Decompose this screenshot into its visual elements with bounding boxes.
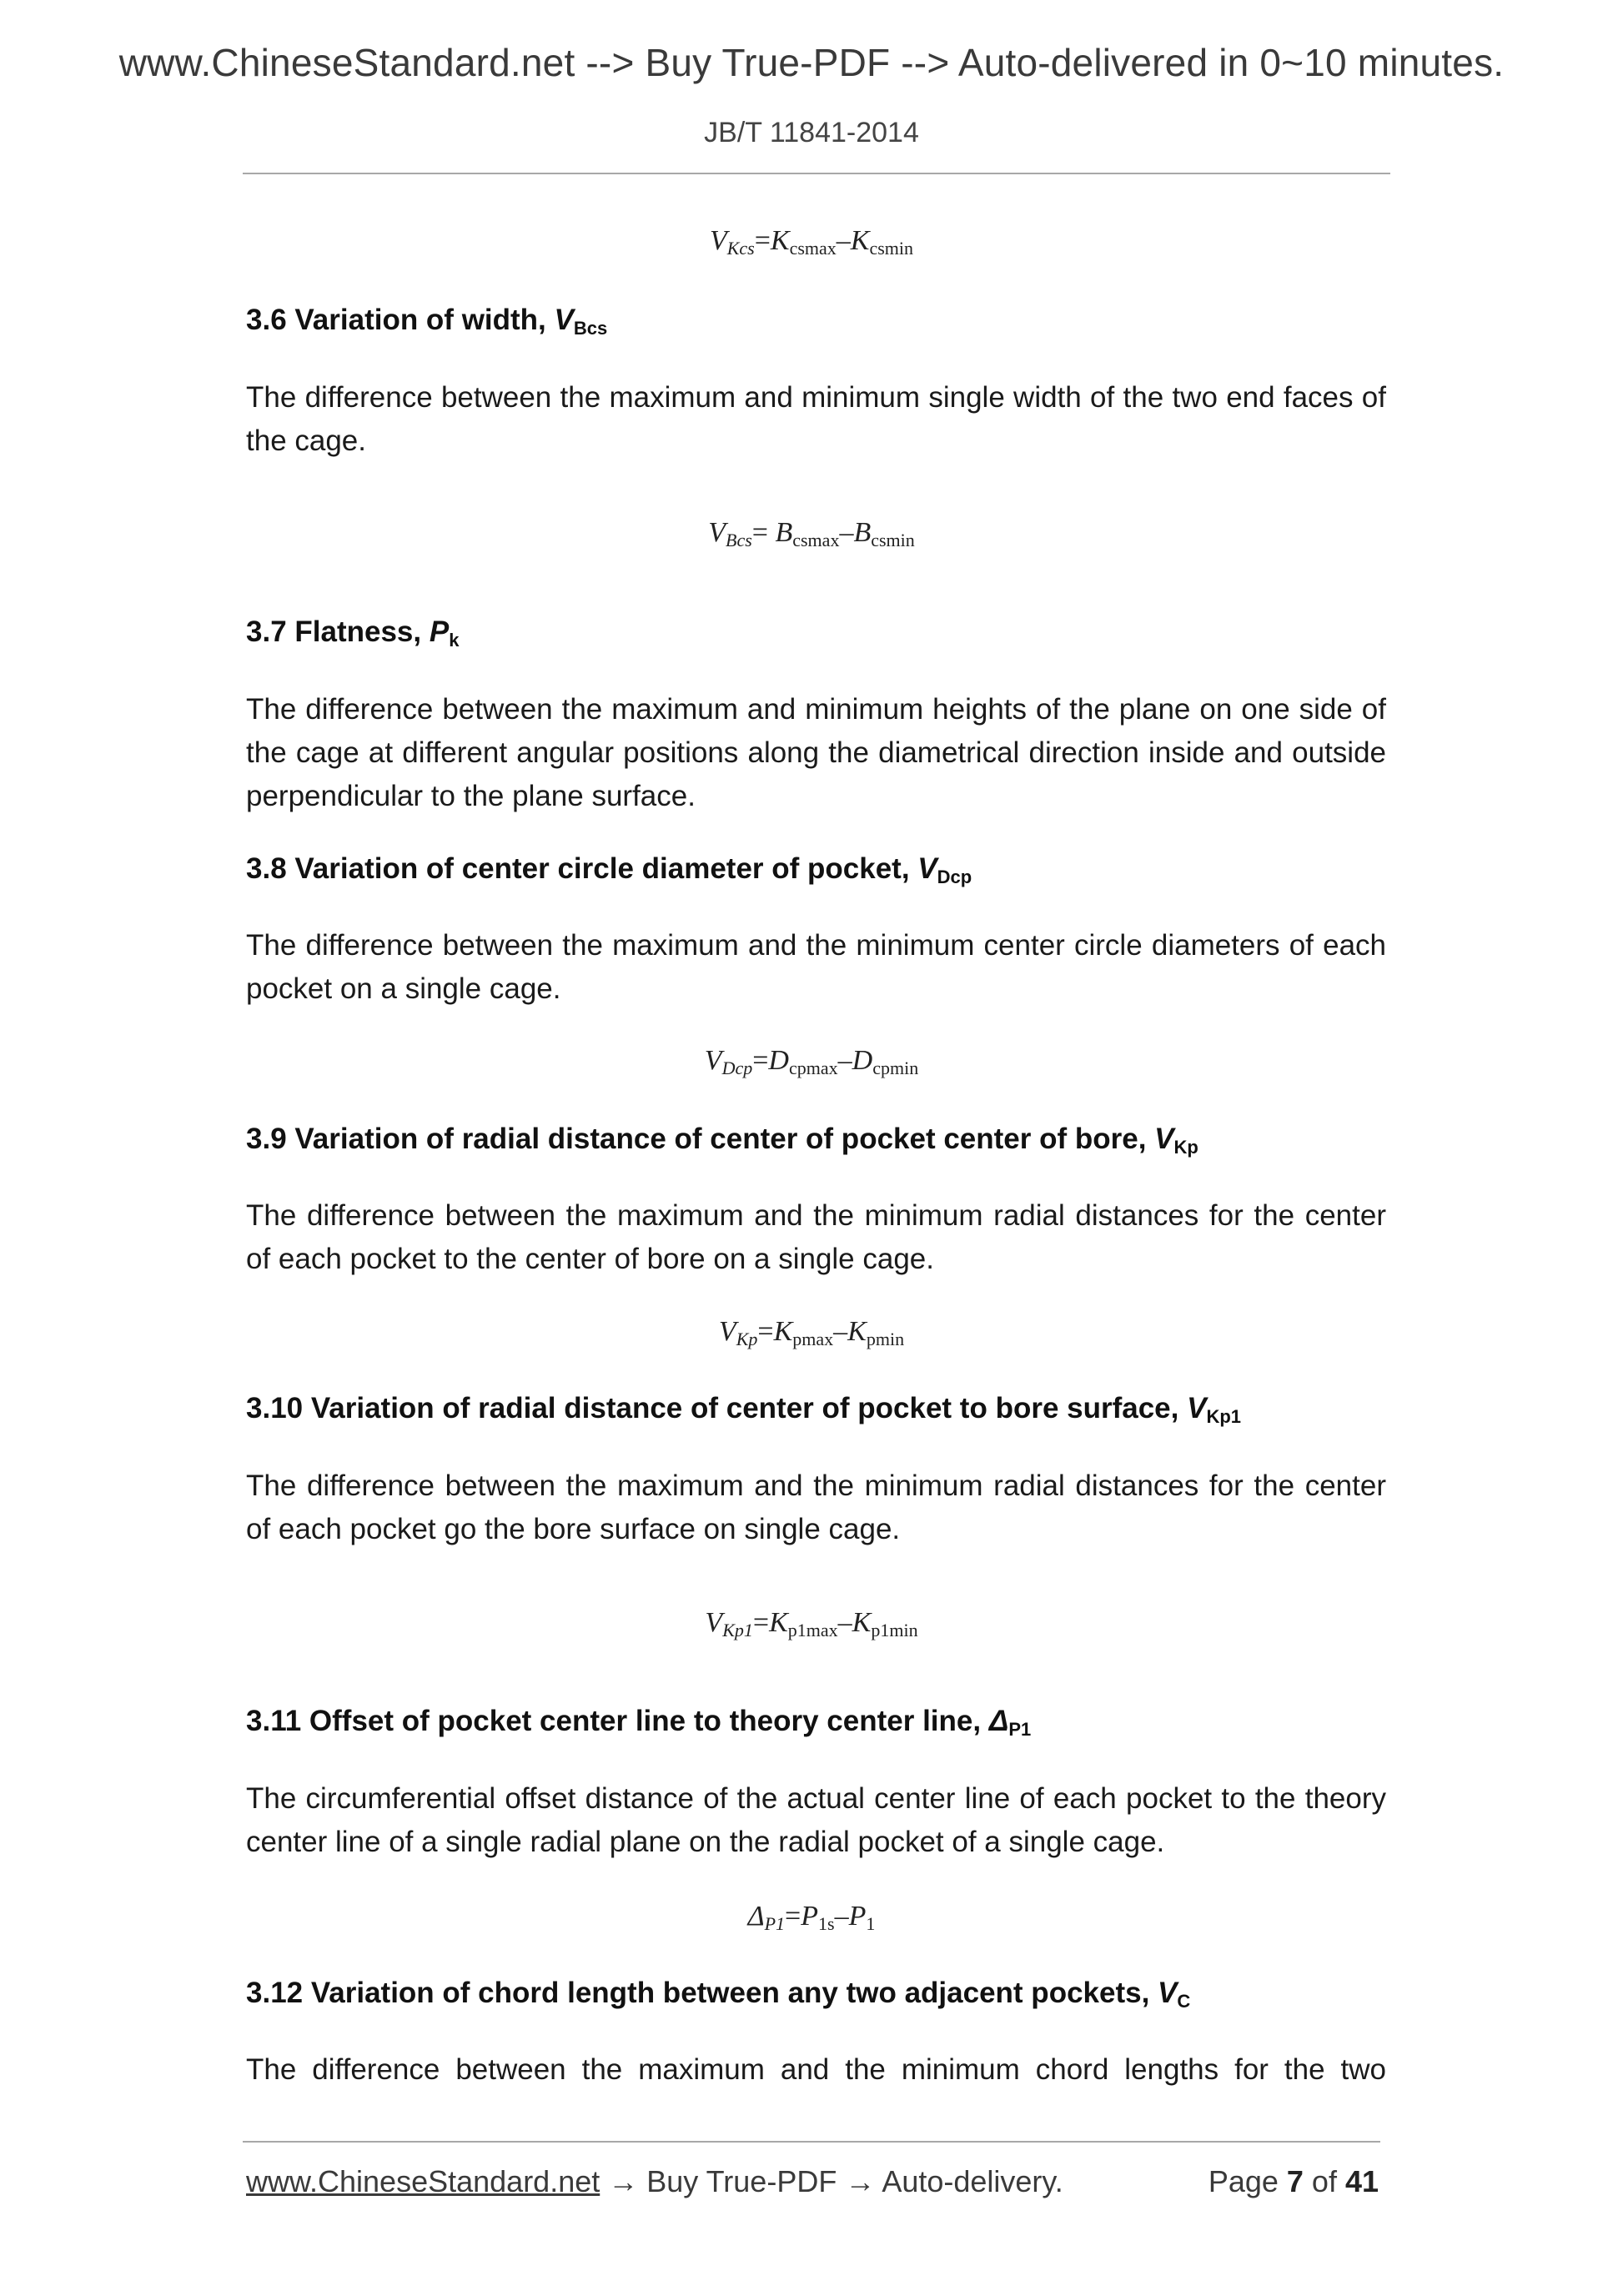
paragraph-3-10: The difference between the maximum and the minimum radial distances for the center of each pocket go the bore surface on single cage. xyxy=(246,1470,1386,1545)
top-banner: www.ChineseStandard.net --> Buy True-PDF --> Auto-delivered in 0~10 minutes. xyxy=(118,41,1505,84)
heading-3-7: 3.7 Flatness, $P_k$ xyxy=(246,615,460,651)
formula-vkcs: $V_{Kcs}=K_{csmax}-K_{csmin}$ xyxy=(709,225,914,259)
heading-3-6: 3.6 Variation of width, $V_{Bcs}$ xyxy=(246,304,608,339)
heading-3-9: 3.9 Variation of radial distance of center of pocket center of bore, $V_{Kp}$ xyxy=(246,1123,1198,1158)
page-footer xyxy=(246,2164,1379,2199)
footer-tagline: → Buy True-PDF → Auto-delivery. xyxy=(600,2164,1063,2198)
paragraph-3-7: The difference between the maximum and minimum heights of the plane on one side of the cage at different angular positions along the diametrical direction inside and outside perpendicular to the plane surface. xyxy=(246,693,1386,812)
paragraph-3-12: The difference between the maximum and the minimum chord lengths for the two xyxy=(246,2053,1386,2086)
formula-delta-p1: $\Delta_{P1}=P_{1s}-P_1$ xyxy=(747,1901,876,1934)
formula-vbcs: $V_{Bcs}= B_{csmax}-B_{csmin}$ xyxy=(708,517,915,550)
document-code: JB/T 11841-2014 xyxy=(704,117,919,148)
page-indicator: Page 7 of 41 xyxy=(1208,2164,1379,2198)
formula-vkp: $V_{Kp}=K_{pmax}-K_{pmin}$ xyxy=(718,1316,905,1349)
heading-3-11: 3.11 Offset of pocket center line to theory center line, $\Delta_{P1}$ xyxy=(246,1705,1032,1740)
formula-vkp1: $V_{Kp1}=K_{p1max}-K_{p1min}$ xyxy=(705,1607,918,1640)
heading-3-8: 3.8 Variation of center circle diameter of pocket, $V_{Dcp}$ xyxy=(246,852,972,887)
footer-site-link[interactable]: www.ChineseStandard.net xyxy=(246,2164,600,2198)
total-page-count: 41 xyxy=(1344,2164,1379,2198)
heading-3-10: 3.10 Variation of radial distance of center of pocket to bore surface, $V_{Kp1}$ xyxy=(246,1392,1242,1427)
heading-3-12: 3.12 Variation of chord length between any two adjacent pockets, $V_C$ xyxy=(246,1977,1191,2012)
paragraph-3-11: The circumferential offset distance of the actual center line of each pocket to the theory center line of a single radial plane on the radial pocket of a single cage. xyxy=(246,1782,1386,1858)
formula-vdcp: $V_{Dcp}=D_{cpmax}-D_{cpmin}$ xyxy=(704,1045,919,1078)
paragraph-3-9: The difference between the maximum and the minimum radial distances for the center of each pocket to the center of bore on a single cage. xyxy=(246,1199,1386,1275)
paragraph-3-8: The difference between the maximum and the minimum center circle diameters of each pocket on a single cage. xyxy=(246,929,1386,1005)
current-page-number: 7 xyxy=(1286,2164,1304,2198)
footer-divider xyxy=(243,2141,1380,2143)
paragraph-3-6: The difference between the maximum and minimum single width of the two end faces of the cage. xyxy=(246,381,1386,457)
